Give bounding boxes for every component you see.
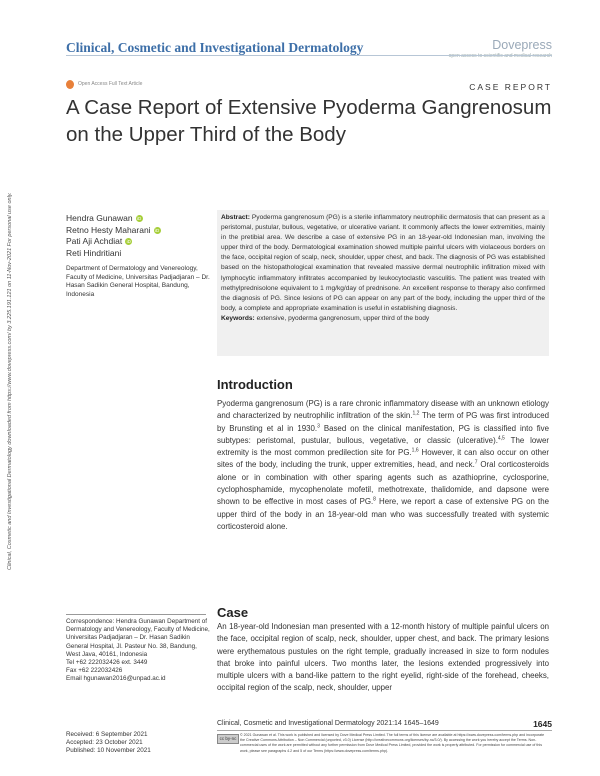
correspondence-email[interactable]: Email hgunawan2016@unpad.ac.id: [66, 675, 166, 683]
author-item: [66, 213, 211, 225]
reference-link[interactable]: 1,6: [411, 447, 419, 454]
orcid-icon[interactable]: iD: [154, 227, 160, 233]
article-title: A Case Report of Extensive Pyoderma Gangrenosum on the Upper Third of the Body: [66, 96, 552, 146]
author-item: [66, 236, 211, 248]
abstract-text: Pyoderma gangrenosum (PG) is a sterile inflammatory neutrophilic dermatosis that can present as a peristomal, pustular, bullous, vegetative, or ulcerative variant. It commonly affects the lower extremities, mainly in the pretibial area. We describe a case of extensive PG in an 18-year-old Indonesian man, involving the upper third of the body. Dermatological examination showed multiple painful ulcers with violaceous borders on the face, occipital region of scalp, neck, shoulder, upper chest, and back. The diagnosis of PG was established based on the histopathological examination that revealed massive dermal neutrophilic infiltration mixed with lymphocytic inflammatory infiltrates accompanied by leukocytoclastic vasculitis. The patient was treated with methylprednisolone equivalent to 1 mg/kg/day of prednisone. An excellent response to therapy also confirmed the diagnosis of PG. Since lesions of PG can appear on any part of the body, including the upper third of the body, a complete and appropriate examination is useful in establishing diagnosis.: [221, 214, 545, 312]
reference-link[interactable]: 3: [317, 422, 320, 429]
header-rule: [66, 55, 552, 56]
open-access-label: Open Access Full Text Article: [78, 81, 143, 87]
correspondence-fax: Fax +62 222032426: [66, 667, 123, 675]
orcid-icon[interactable]: iD: [137, 216, 142, 222]
keywords-text: extensive, pyoderma gangrenosum, upper third of the body: [256, 314, 430, 322]
reference-link[interactable]: 1,2: [412, 410, 420, 417]
correspondence-address: Correspondence: Hendra Gunawan Department of Dermatology and Venereology, Faculty of Medicine, Universitas Padjadjaran – Dr. Hasan Sadikin General Hospital, Jl. Pasteur No. 38, Bandung, West Java, 40161, Indonesia: [66, 618, 210, 658]
correspondence-tel: Tel +62 222032426 ext. 3449: [66, 659, 148, 667]
creative-commons-icon[interactable]: cc by-nc: [217, 734, 239, 744]
correspondence-block: [66, 618, 211, 684]
affiliation: Department of Dermatology and Venereology, Faculty of Medicine, Universitas Padjadjaran – Dr. Hasan Sadikin General Hospital, Bandung, Indonesia: [66, 265, 210, 298]
footer-rule: [217, 730, 552, 731]
abstract-label: Abstract:: [221, 214, 250, 221]
abstract-box: [217, 210, 549, 356]
case-body: An 18-year-old Indonesian man presented with a 12-month history of multiple painful ulcers on the face, occipital region of scalp, neck, shoulder, upper chest, and back. The primary lesions were erythematous pustules on the right temple, gradually increased in size to form nodules that broke into painful ulcers. Two months later, the lesions extended progressively into multiple ulcers with a band-like pattern to the right eyelid, right-side of the forehead, cheeks, occipital region of the scalp, neck, shoulder, upper: [217, 622, 549, 693]
date-received: Received: 6 September 2021: [66, 731, 148, 738]
article-type: CASE REPORT: [469, 82, 552, 92]
date-accepted: Accepted: 23 October 2021: [66, 739, 143, 747]
author-name: Pati Aji Achdiat: [66, 236, 123, 246]
reference-link[interactable]: 7: [474, 459, 478, 466]
introduction-body: Pyoderma gangrenosum (PG) is a rare chronic inflammatory disease with an unknown etiology and characterized by neutrophilic infiltration of the skin.$^{1,2}$ The term of PG was first introduced by Brunsting et al in 1930.$^3$ Based on the clinical manifestation, PG is classified into five subtypes: peristomal, pustular, bullous, vegetative, or classic (ulcerative).$^{4,5}$ The lower extremity is the most common predilection site for PG.$^{1,6}$ However, it can also occur on other sites of the body, including the trunk, upper extremities, head, and neck.$^7$ Oral corticosteroids alone or in combination with other sparing agents such as azathioprine, cyclosporine, cyclophosphamide, mycophenolate mofetil, methotrexate, thalidomide, and dapsone were shown to be effective in most cases of PG.$^8$ Here, we report a case of extensive PG on the upper third of the body in an 18-year-old man who was successfully treated with systemic corticosteroid alone.: [217, 399, 549, 531]
orcid-icon[interactable]: iD: [126, 239, 131, 245]
keywords-label: Keywords:: [221, 314, 255, 322]
publisher-tagline: open access to scientific and medical research: [448, 53, 552, 59]
download-side-note: Clinical, Cosmetic and Investigational Dermatology downloaded from https://www.dovepress.com/ by 3.225.191.121 on 11-Nov-2021 For personal use only.: [7, 192, 13, 570]
open-access-lock-icon: [66, 80, 74, 89]
publication-dates: [66, 731, 151, 756]
license-text: © 2021 Gunawan et al. This work is published and licensed by Dove Medical Press Limited. The full terms of this license are available at https://www.dovepress.com/terms.php and incorporate the Creative Commons Attribution – Non Commercial (unported, v3.0) License (http://creativecommons.org/licenses/by-nc/3.0/). By accessing the work you hereby accept the Terms. Non-commercial uses of the work are permitted without any further permission from Dove Medical Press Limited, provided the work is properly attributed. For permission for commercial use of this work, please see paragraphs 4.2 and 5 of our Terms (https://www.dovepress.com/terms.php).: [240, 733, 545, 753]
page-number: 1645: [533, 719, 552, 729]
date-published: Published: 10 November 2021: [66, 747, 151, 755]
reference-link[interactable]: 8: [373, 496, 376, 503]
publisher-name-sub: press: [521, 38, 552, 52]
case-heading: Case: [217, 605, 249, 620]
author-name: Retno Hesty Maharani: [66, 224, 151, 235]
reference-link[interactable]: 4,5: [497, 435, 505, 442]
author-item: [66, 225, 211, 237]
introduction-heading: Introduction: [217, 377, 293, 392]
journal-title[interactable]: Clinical, Cosmetic and Investigational Dermatology: [66, 40, 364, 55]
correspondence-rule: [66, 614, 206, 615]
author-name: Reti Hindritiani: [66, 247, 122, 258]
author-list: [66, 213, 211, 259]
footer-citation[interactable]: Clinical, Cosmetic and Investigational Dermatology 2021:14 1645–1649: [217, 720, 439, 727]
author-name: Hendra Gunawan: [66, 213, 133, 223]
publisher-name-main: Dove: [492, 38, 522, 52]
author-item: [66, 248, 211, 260]
